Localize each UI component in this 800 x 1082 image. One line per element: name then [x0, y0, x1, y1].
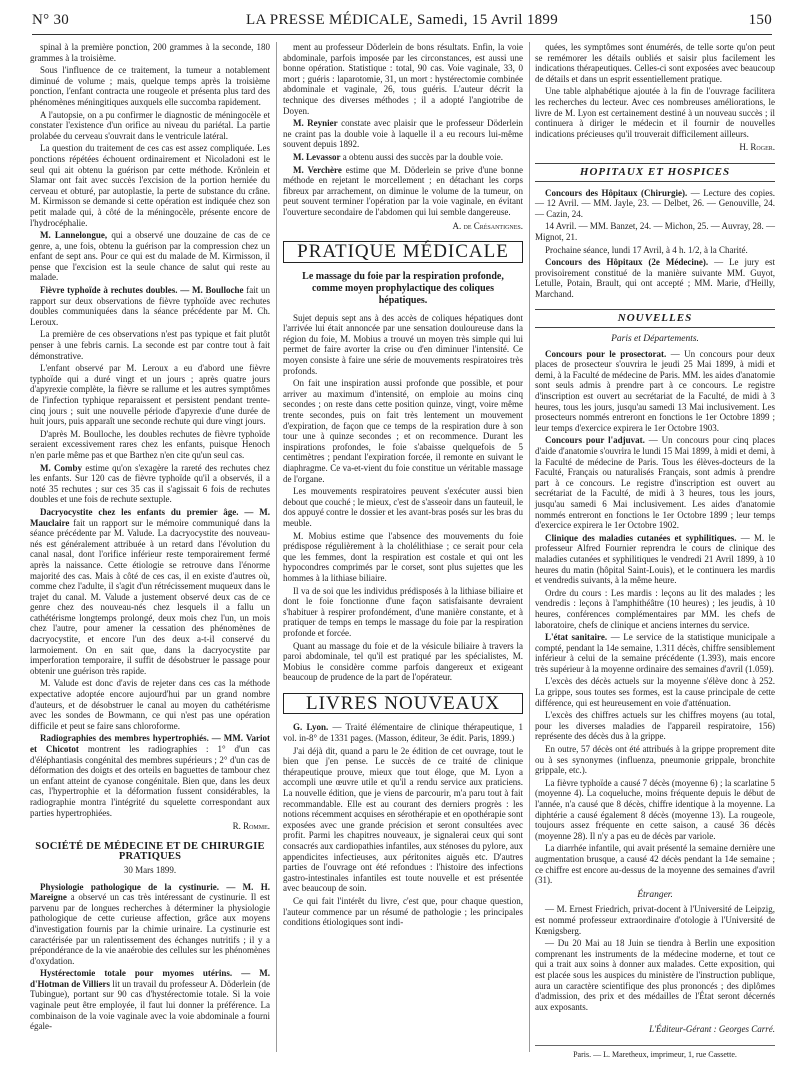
paragraph-lead: Hystérectomie totale pour myomes utérins. — M. d'Hotman de Villiers — [30, 968, 270, 989]
paragraph — [535, 744, 775, 776]
paragraph — [30, 733, 270, 818]
paragraph-lead: Radiographies des membres hypertrophiés. — MM. Variot et Chicotot — [30, 733, 270, 754]
printer-imprint: Paris. — L. Maretheux, imprimeur, 1, rue Cassette. — [535, 1045, 775, 1061]
header-rule — [32, 34, 772, 35]
paragraph — [30, 882, 270, 967]
paragraph — [535, 843, 775, 885]
paragraph — [30, 678, 270, 731]
paragraph-lead: Fièvre typhoïde à rechutes doubles. — M. Boulloche — [40, 285, 244, 296]
paragraph-text: 14 Avril. — MM. Banzet, 24. — Michon, 25. — Auvray, 28. — Mignot, 21. — [535, 221, 775, 242]
paragraph — [283, 118, 523, 150]
paragraph-text: qui a observé une douzaine de cas de ce genre, a, une fois, obtenu la guérison par la compression chez un enfant de sept ans. Pour ce qui est du malade de M. Kirmisson, il pense que l'excision est la seule chance de salut qui reste au malade. — [30, 230, 270, 283]
paragraph-text: estime qu'on s'exagère la rareté des rechutes chez les enfants. Sur 120 cas de fièvre typhoïde qu'il a observés, il a noté 35 rechutes ; sur ces 35 cas il s'agissait 6 fois de rechutes doubles et une fois de rechute sextuple. — [30, 462, 271, 505]
author-signature: R. Romme. — [232, 821, 270, 832]
paragraph-text: En outre, 57 décès ont été attribués à la grippe proprement dite ou à ses synonymes (influenza, pneumonie grippale, bronchite grippale, etc.). — [535, 744, 775, 776]
paragraph — [535, 632, 775, 674]
paragraph — [283, 641, 523, 683]
paragraph — [535, 349, 775, 434]
paragraph-text: fait un rapport sur le mémoire communiqué dans la séance précédente par M. Valude. La dacryocystite des nouveau-nés est généralement attribuée à un retard dans l'évolution du canal nasal, dont l'orifice inférieur reste temporairement fermé après la naissance. Cette étiologie se retrouve dans l'énorme majorité des cas. Mais à côté de ces cas, il en existe d'autres où, comme chez l'adulte, il s'agit d'un rétrécissement muqueux dans le trajet du canal. M. Valude a justement observé deux cas de ce genre chez des nouveau-nés chez lesquels il a fallu un cathétérisme longtemps prolongé, deux mois chez l'un, un mois chez l'autre, pour amener la cessation des phénomènes de dacryocystite, et encore l'un des deux a-t-il conservé du larmoiement. On en sait que, dans la dacryocystite par imperforation temporaire, il suffit de désobstruer le passage pour obtenir une guérison très rapide. — [30, 517, 270, 676]
paragraph-text: a observé un cas très intéressant de cystinurie. Il est parvenu par de longues recherches à déterminer la physiologie pathologique de cette curieuse affection, grâce aux moyens d'investigation fournis par la chimie urinaire. La cystinurie est caractérisée par un ralentissement des échanges nutritifs ; il y a prépondérance de la vie anaérobie des cellules sur les phénomènes d'oxydation. — [30, 892, 270, 966]
paragraph — [30, 968, 270, 1032]
paragraph-text: — M. Ernest Friedrich, privat-docent à l'Université de Leipzig, est nommé professeur extraordinaire d'otologie à l'Université de Kœnigsberg. — [535, 904, 775, 936]
paragraph — [30, 143, 270, 228]
paragraph — [283, 746, 523, 894]
paragraph-text: Quant au massage du foie et de la vésicule biliaire à travers la paroi abdominale, tel qu'il est pratiqué par les spécialistes, M. Mobius le considère comme parfois dangereux et exigeant beaucoup de prudence de la part de l'opérateur. — [283, 640, 523, 683]
paragraph-text: J'ai déjà dit, quand a paru le 2e édition de cet ouvrage, tout le bien que j'en pense. Le succès de ce traité de clinique thérapeutique prouve, mieux que tout éloge, que M. Lyon a accompli une œuvre utile et qu'il a rendu service aux praticiens. La nouvelle édition, que je viens de parcourir, m'a paru tout à fait recommandable. Elle est au courant des derniers progrès : les notions récemment acquises en sérothérapie et en opothérapie sont exposées avec une grande précision et seront consultées avec profit. Parmi les chapitres nouveaux, je signalerai ceux qui sont consacrés aux cardiopathies infantiles, aux sténoses du pylore, aux appendicites infectieuses, aux péritonites aiguës etc. D'autres parties de l'ouvrage ont été refondues : l'histoire des infections gastro-intestinales infantiles est toute nouvelle et est présentée avec beaucoup de soin. — [283, 745, 523, 894]
paragraph — [283, 378, 523, 484]
paragraph — [30, 285, 270, 327]
paragraph-lead: L'état sanitaire. — [545, 632, 608, 643]
column-divider — [276, 42, 277, 1052]
rubric-banner: NOUVELLES — [535, 309, 775, 328]
column-divider — [529, 42, 530, 1052]
paragraph-lead: Dacryocystite chez les enfants du premier âge. — M. Mauclaire — [30, 506, 270, 528]
paragraph — [283, 313, 523, 377]
paragraph-text: — Traité élémentaire de clinique thérapeutique, 1 vol. in-8° de 1331 pages. (Masson, éditeur, 3e édit. Paris, 1899.) — [283, 722, 523, 744]
paragraph-text: constate avec plaisir que le professeur Döderlein ne craint pas la double voie à laquelle il a eu recours lui-même souvent depuis 1892. — [283, 118, 523, 150]
issue-number: N° 30 — [32, 12, 70, 28]
paragraph-lead: M. Comby — [40, 462, 83, 473]
paragraph — [535, 245, 775, 256]
paragraph-text: ment au professeur Döderlein de bons résultats. Enfin, la voie abdominale, parfois imposée par les circonstances, est aussi une bonne opération. Statistique : total, 90 cas. Voie vaginale, 33, 0 mort ; guéris : laparotomie, 31, un mort : hystérectomie combinée abdominale et vaginale, 26, tous guéris. L'auteur décrit la technique des diverses méthodes ; il a adopté l'angiotribe de Doyen. — [283, 42, 523, 116]
paragraph — [30, 42, 270, 63]
paragraph-text: montrent les radiographies : 1° d'un cas d'éléphantiasis congénital des membres supérieurs ; 2° d'un cas de déformation des doigts et des orteils en baguettes de tambour chez un enfant atteint de cyanose congénitale. Bien que, dans les deux cas, l'hypertrophie et la déformation fussent considérables, la radiographie montra l'intégrité du squelette correspondant aux parties hypertrophiées. — [30, 744, 270, 818]
paragraph-text: Ordre du cours : Les mardis : leçons au lit des malades ; les vendredis : leçons à l'amphithéâtre (10 heures) ; les jeudis, à 10 heures, conférences complémentaires par MM. les chefs de laboratoire, chefs de clinique et anciens internes du service. — [535, 587, 775, 630]
paragraph-text: quées, les symptômes sont énumérés, de telle sorte qu'on peut se remémorer les détails oubliés et saisir plus facilement les indications thérapeutiques. Celles-ci sont exposées avec beaucoup de détails et dans un esprit essentiellement pratique. — [535, 42, 775, 84]
paragraph-lead: M. Reynier — [293, 118, 338, 129]
paragraph-text: spinal à la première ponction, 200 grammes à la seconde, 180 grammes à la troisième. — [30, 42, 270, 63]
paragraph-text: Sous l'influence de ce traitement, la tumeur a notablement diminué de volume ; mais, quelque temps après la troisième ponction, l'enfant contracta une rougeole et présenta plus tard des phénomènes méningitiques auxquels elle succomba rapidement. — [30, 65, 270, 107]
paragraph — [535, 435, 775, 530]
paragraph-text: — Le jury est provisoirement constitué de la manière suivante MM. Guyot, Letulle, Potain, Brault, qui ont accepté ; MM. Marie, d'Heilly, Marchand. — [535, 257, 775, 299]
paragraph-text: L'excès des décès actuels sur la moyenne s'élève donc à 252. La grippe, sous toutes ses formes, est la cause principale de cette différence, qui est heureusement en voie d'atténuation. — [535, 676, 775, 708]
paragraph-text: Les mouvements respiratoires peuvent s'exécuter aussi bien debout que couché ; le mieux, c'est de s'asseoir dans un fauteuil, le dos appuyé contre le dossier et les avant-bras posés sur les bras du meuble. — [283, 486, 523, 528]
article-title: Le massage du foie par la respiration profonde, comme moyen prophylactique des coliques hépatiques. — [302, 270, 504, 306]
paragraph-text: — Le service de la statistique municipale a compté, pendant la 14e semaine, 1.311 décès, chiffre sensiblement inférieur à celui de la semaine précédente (1.393), mais encore très supérieur à la moyenne ordinaire des semaines d'avril (1.059). — [535, 632, 776, 674]
paragraph — [283, 586, 523, 639]
paragraph-lead: Physiologie pathologique de la cystinurie. — M. H. Mareigne — [30, 881, 270, 903]
paragraph — [535, 778, 775, 842]
column-1 — [30, 42, 270, 1052]
column-3 — [535, 42, 776, 1059]
paragraph — [535, 588, 775, 630]
author-signature: H. Roger. — [739, 142, 775, 153]
paragraph-text: La diarrhée infantile, qui avait présenté la semaine dernière une augmentation brusque, a causé 42 décès pendant la 14e semaine ; ce chiffre est encore au-dessus de la moyenne des semaines d'avril (31). — [535, 843, 775, 886]
paragraph — [283, 896, 523, 928]
paragraph-text: Prochaine séance, lundi 17 Avril, à 4 h. 1/2, à la Charité. — [545, 244, 748, 255]
paragraph-text: — Un concours pour cinq places d'aide d'anatomie s'ouvrira le lundi 15 Mai 1899, à midi et demi, à la Faculté de médecine de Paris. Tous les élèves-docteurs de la Faculté, Français ou naturalisés Français, sont admis à prendre part à ce concours. Le registre d'inscription est ouvert au secrétariat de la Faculté, de midi à 3 heures, tous les jours, jusqu'au samedi 6 Mai inclusivement. Les aides d'anatomie nommés entreront en fonctions le 1er Octobre 1899 ; leur temps d'exercice expirera le 1er Octobre 1902. — [535, 435, 776, 531]
rubric-title: PRATIQUE MÉDICALE — [283, 241, 523, 263]
paragraph-lead: Concours pour le prosectorat. — [545, 348, 667, 359]
subheading: Paris et Départements. — [611, 334, 699, 345]
paragraph-text: — M. le professeur Alfred Fournier reprendra le cours de clinique des maladies cutanées et syphilitiques le vendredi 21 Avril 1899, à 10 heures du matin (hôpital Saint-Louis), et le continuera les mardis et vendredis suivants, à la même heure. — [535, 532, 776, 586]
paragraph-lead: G. Lyon. — [293, 722, 329, 733]
paragraph-text: lit un travail du professeur A. Döderlein (de Tubingue), portant sur 90 cas d'hystérectomie totale. Si la voie vaginale peut être employée, il faut lui donner la préférence. La combinaison de la voie vaginale avec la voie abdominale a fourni égale- — [30, 978, 270, 1032]
paragraph — [30, 463, 270, 505]
paragraph-lead: Clinique des maladies cutanées et syphilitiques. — [545, 532, 737, 543]
column-2 — [283, 42, 523, 1052]
paragraph — [535, 938, 775, 1012]
paragraph-text: La fièvre typhoïde a causé 7 décès (moyenne 6) ; la scarlatine 5 (moyenne 4). La coqueluche, moins fréquente depuis le début de l'année, n'a causé que 8 décès, chiffre identique à la moyenne. La diphtérie a causé également 8 décès (moyenne 13). La rougeole, toujours assez fréquente en cette saison, a causé 36 décès (moyenne 28). Il n'y a pas eu de décès par variole. — [535, 777, 775, 841]
paragraph — [30, 230, 270, 283]
paragraph-text: Il va de soi que les individus prédisposés à la lithiase biliaire et dont le foie fonctionne d'une façon satisfaisante devraient s'habituer à respirer profondément, d'une manière constante, et à pratiquer de temps en temps le massage du foie par la respiration profonde et forcée. — [283, 585, 523, 638]
paragraph-text: a obtenu aussi des succès par la double voie. — [340, 151, 503, 162]
paragraph-text: D'après M. Boulloche, les doubles rechutes de fièvre typhoïde seraient excessivement rares chez les enfants, puisque Henoch n'en parle même pas et que Barthez n'en cite qu'un seul cas. — [30, 428, 270, 460]
paragraph-text: L'enfant observé par M. Leroux a eu d'abord une fièvre typhoïde qui a duré vingt et un jours ; après quatre jours d'apyrexie complète, la fièvre se rallume et les autres symptômes de l'infection typhique reparaissent et persistent pendant trente-cinq jours ; suit une nouvelle période d'apyrexie d'une durée de huit jours, puis apparaît une seconde rechute qui dure vingt jours. — [30, 363, 270, 427]
paragraph-lead: Concours pour l'adjuvat. — [545, 435, 645, 446]
paragraph-lead: M. Levassor — [293, 151, 341, 162]
paragraph — [30, 429, 270, 461]
paragraph-text: Ce qui fait l'intérêt du livre, c'est que, pour chaque question, l'auteur commence par un résumé de pathologie ; les principales conditions étiologiques sont indi- — [283, 895, 523, 928]
paragraph — [283, 152, 523, 163]
paragraph — [30, 110, 270, 142]
paragraph-text: — Un concours pour deux places de prosecteur s'ouvrira le jeudi 25 Mai 1899, à midi et demi, à la Faculté de médecine de Paris. MM. les aides d'anatomie sont seuls admis à prendre part à ce concours. Le registre d'inscription est ouvert au secrétariat de la Faculté, de midi à 3 heures, tous les jours, jusqu'au samedi 13 Mai inclusivement. Les prosecteurs nommés entreront en fonctions le 1er Octobre 1899 ; leur temps d'exercice expirera le 1er Octobre 1903. — [535, 348, 775, 433]
paragraph — [30, 507, 270, 677]
paragraph-text: fait un rapport sur deux observations de fièvre typhoïde avec rechutes doubles communiquées dans la séance précédente par M. Ch. Leroux. — [30, 285, 270, 327]
paragraph — [30, 329, 270, 361]
publisher-line: L'Éditeur-Gérant : Georges Carré. — [649, 1024, 775, 1035]
rubric-title: LIVRES NOUVEAUX — [283, 693, 523, 715]
paragraph-lead: M. Lannelongue, — [40, 230, 108, 241]
paragraph — [535, 257, 775, 299]
paragraph-text: M. Valude est donc d'avis de rejeter dans ces cas la méthode expectative adoptée encore aujourd'hui par un grand nombre d'auteurs, et de désobstruer le canal au moyen du cathétérisme avec les sondes de Bowmann, ce qui n'est pas une opération difficile et peut se faire sans chloroforme. — [30, 678, 270, 731]
paragraph-text: L'excès des chiffres actuels sur les chiffres moyens (au total, pour les diverses maladies de l'appareil respiratoire, 156) représente des décès dus à la grippe. — [535, 710, 775, 742]
paragraph — [535, 221, 775, 242]
page-header — [32, 10, 772, 32]
paragraph — [30, 65, 270, 107]
paragraph — [283, 42, 523, 116]
paragraph-text: M. Mobius estime que l'absence des mouvements du foie prédispose régulièrement à la cholélithiase ; ce serait pour cela que les femmes, dont la respiration est costale et qui ont les hypocondres comprimés par le corset, sont plus sujettes que les hommes à la lithiase biliaire. — [283, 530, 523, 583]
section-heading: SOCIÉTÉ DE MÉDECINE ET DE CHIRURGIE PRATIQUES — [35, 840, 265, 863]
masthead-title: LA PRESSE MÉDICALE, Samedi, 15 Avril 1899 — [245, 12, 559, 28]
paragraph-text: La question du traitement de ces cas est assez compliquée. Les ponctions répétées échouent ordinairement et Nicoladoni est le seul qui ait obtenu la guérison par cette méthode. Krönlein et Slamar ont fait avec succès l'excision de la portion herniée du cerveau et obturé, par autoplastie, la perte de substance du crâne. M. Kirmisson se demande si cette opération est indiquée chez son petit malade qui, à côté de la méningocèle, présente encore de l'hydrocéphalie. — [30, 143, 270, 228]
paragraph — [535, 676, 775, 708]
paragraph-text: La première de ces observations n'est pas typique et fait plutôt penser à une febris carnis. La seconde est par contre tout à fait démonstrative. — [30, 329, 270, 361]
paragraph — [535, 533, 775, 586]
paragraph-lead: Concours des Hôpitaux (Chirurgie). — [545, 187, 688, 198]
paragraph-lead: M. Verchère — [293, 164, 342, 175]
paragraph — [535, 710, 775, 742]
session-date: 30 Mars 1899. — [123, 864, 177, 875]
paragraph-text: Une table alphabétique ajoutée à la fin de l'ouvrage facilitera les recherches du lecteur. Avec ces nombreuses améliorations, le livre de M. Lyon est certainement destiné à un nouveau succès ; il continuera à diriger le médecin et il fournir de nouvelles indications précieuses qu'il trouverait difficilement ailleurs. — [535, 86, 775, 139]
paragraph — [30, 363, 270, 427]
paragraph — [283, 722, 523, 743]
paragraph-text: On fait une inspiration aussi profonde que possible, et pour arriver au maximum d'intensité, on emploie au moins cinq secondes ; on reste dans cette position quinze, vingt, voire même trente secondes, puis on fait très lentement un mouvement d'expiration, de façon que ce temps de la respiration dure à son tour une à quinze secondes ; et on recommence. Durant les inspirations profondes, le foie s'abaisse quelquefois de 5 centimètres ; pendant l'expiration forcée, il remonte en suivant le diaphragme. Ce va-et-vient du foie constitue un véritable massage de l'organe. — [283, 378, 523, 484]
paragraph — [283, 531, 523, 584]
paragraph — [535, 904, 775, 936]
paragraph-text: estime que M. Döderlein se prive d'une bonne méthode en rejetant le morcellement ; en détachant les corps fibreux par arrachement, on diminue le volume de la tumeur, on peut souvent terminer l'opération par la voie vaginale, en évitant l'ouverture secondaire de l'abdomen qui lui semble dangereuse. — [283, 164, 524, 217]
paragraph-text: — Lecture des copies. — 12 Avril. — MM. Jayle, 23. — Delbet, 26. — Genouville, 24. — Cazin, 24. — [535, 187, 775, 219]
paragraph-text: — Du 20 Mai au 18 Juin se tiendra à Berlin une exposition comprenant les instruments de la médecine moderne, et tout ce qui a trait aux soins à donner aux malades. Cette exposition, qui est placée sous les auspices du ministère de l'instruction publique, aura un caractère scientifique des plus prononcés ; des diplômes d'admission, des prix et des médailles de l'État seront décernés aux exposants. — [535, 938, 775, 1012]
rubric-banner: HOPITAUX ET HOSPICES — [535, 163, 775, 182]
paragraph — [535, 42, 775, 84]
paragraph-text: A l'autopsie, on a pu confirmer le diagnostic de méningocèle et constater l'existence d'un orifice au niveau du pariétal. La partie prolabée du cerveau s'ouvrait dans le ventricule latéral. — [30, 109, 270, 141]
paragraph — [283, 165, 523, 218]
paragraph — [283, 486, 523, 528]
paragraph-text: Sujet depuis sept ans à des accès de coliques hépatiques dont l'arrivée lui était annoncée par une sensation douloureuse dans la région du foie, M. Mobius a trouvé un moyen très simple qui lui permet de faire avorter la crise ou d'en diminuer l'intensité. Ce moyen consiste à faire une série de mouvements respiratoires très profonds. — [283, 312, 523, 376]
subheading: Étranger. — [637, 889, 673, 900]
paragraph-lead: Concours des Hôpitaux (2e Médecine). — [545, 257, 709, 268]
paragraph — [535, 188, 775, 220]
author-signature: A. de Crésantignes. — [452, 220, 523, 231]
paragraph — [535, 86, 775, 139]
page-number: 150 — [748, 12, 772, 28]
